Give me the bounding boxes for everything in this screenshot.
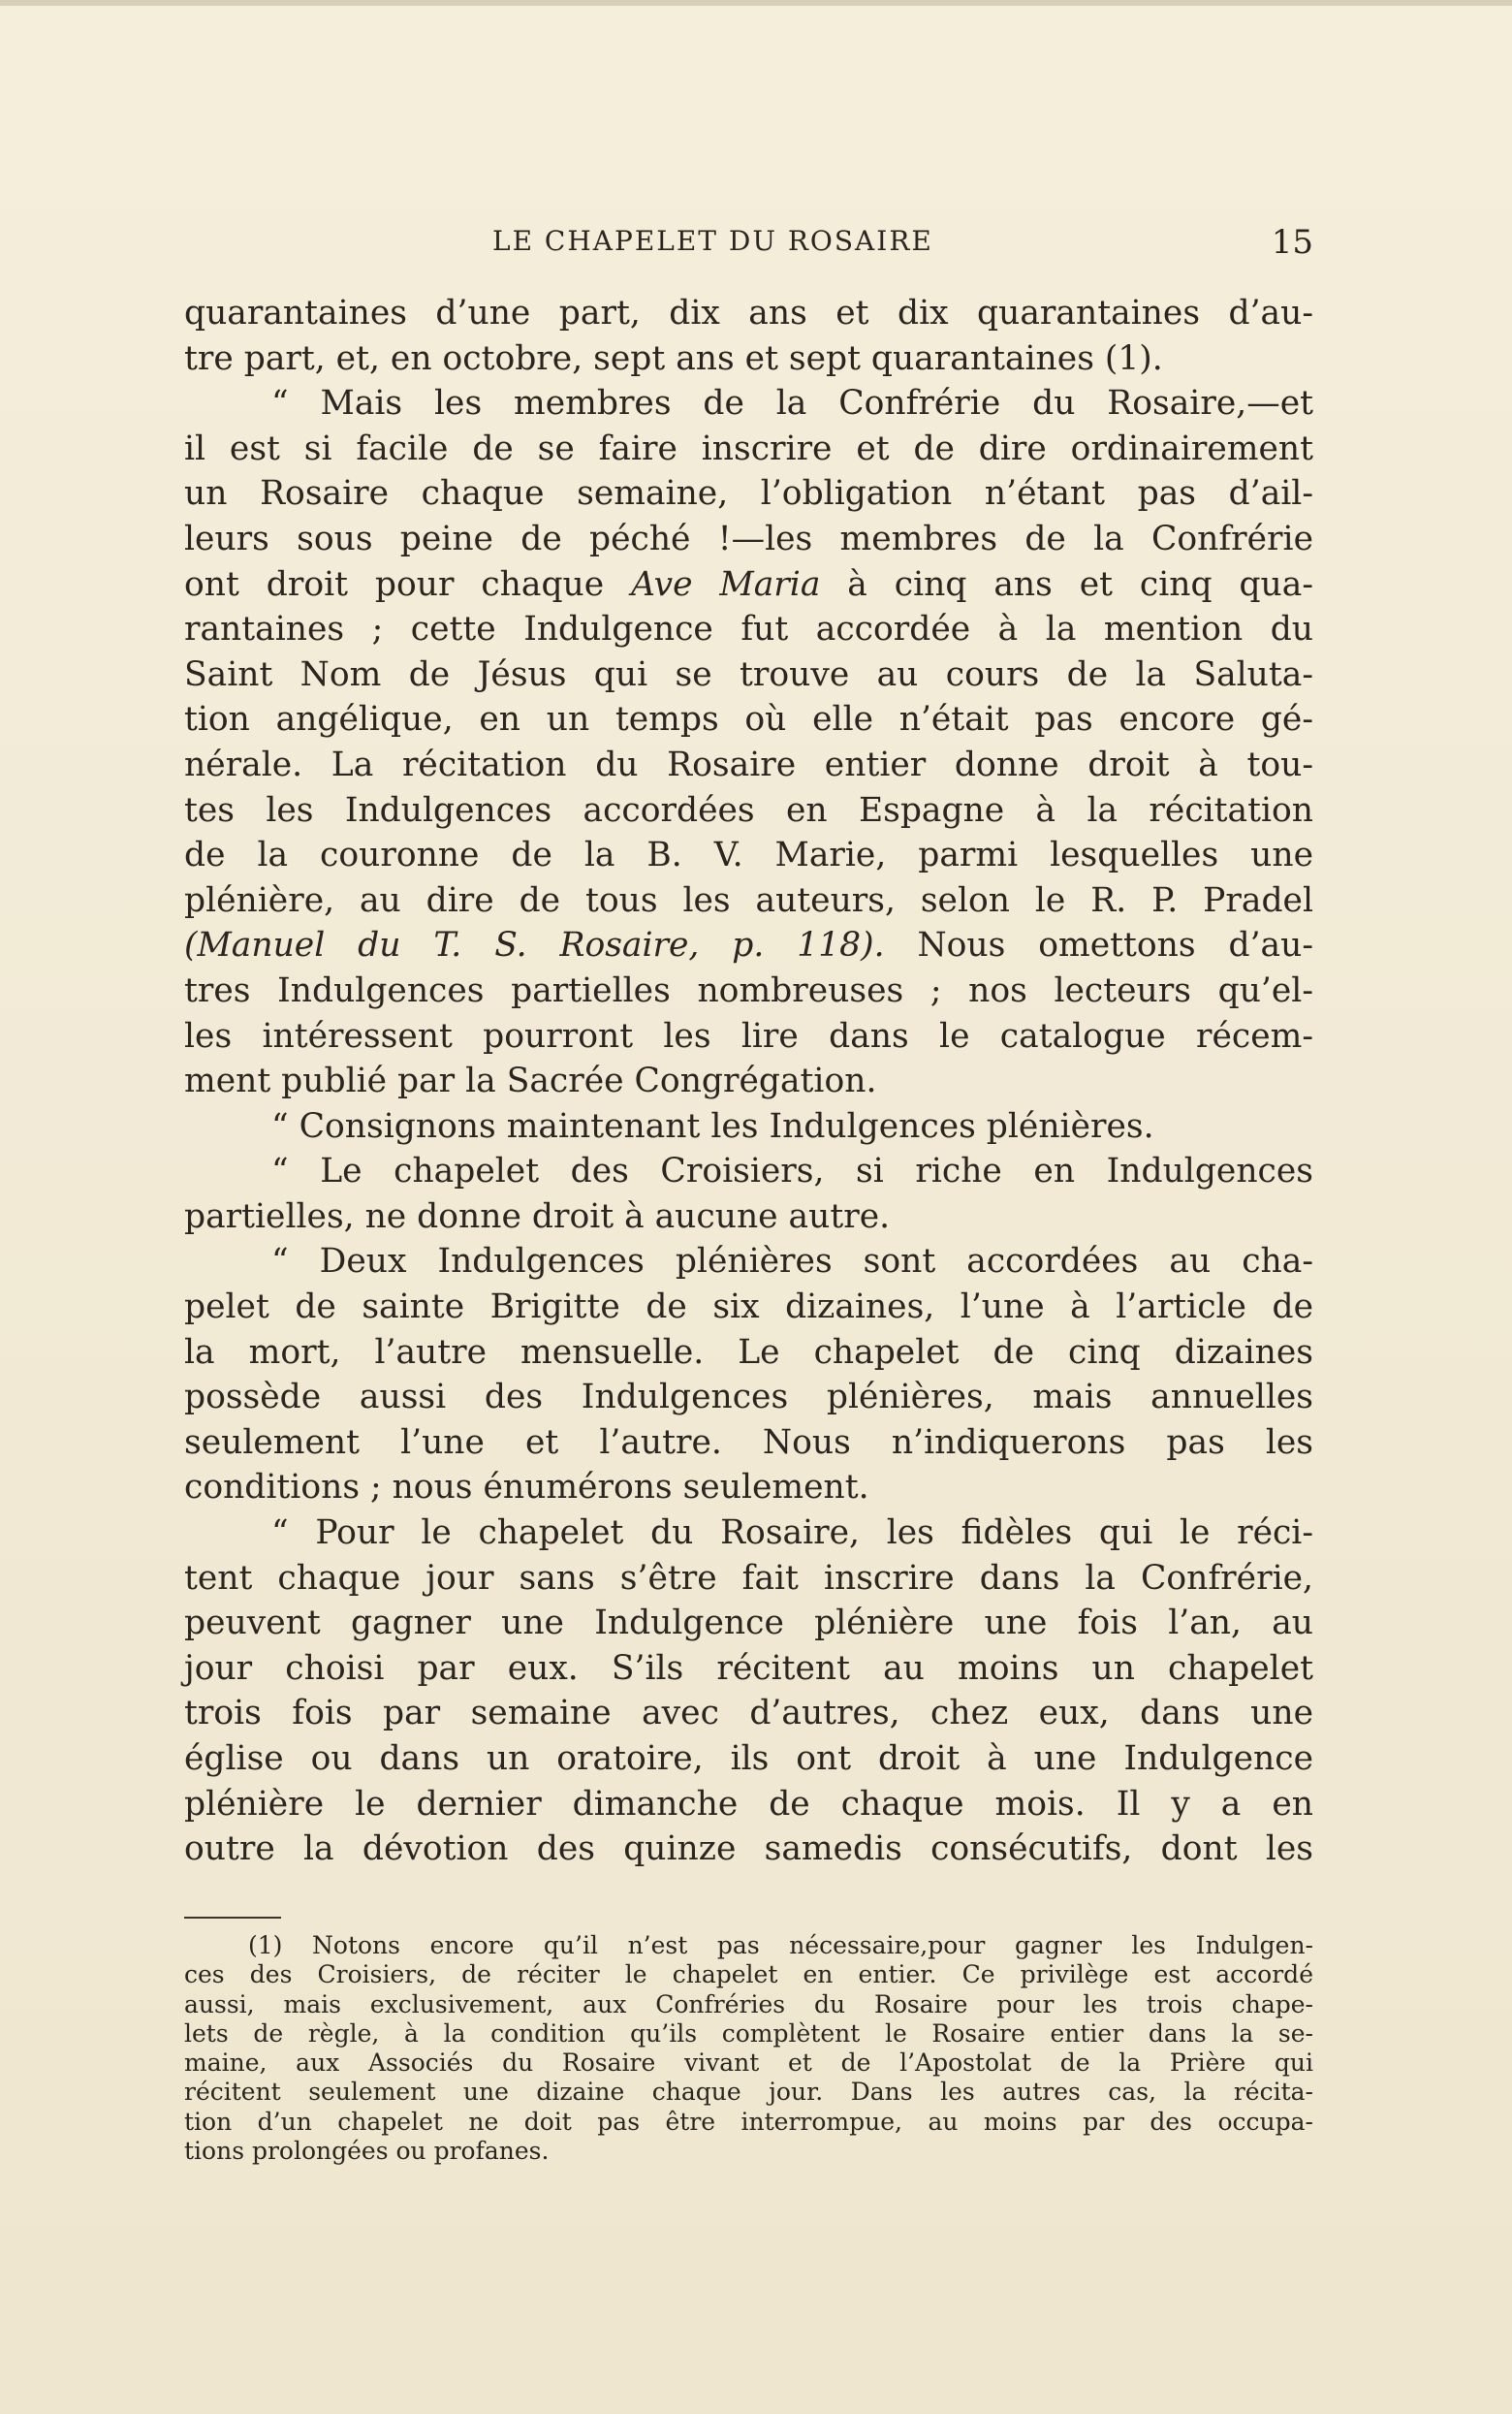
footnote-line: tions prolongées ou profanes. bbox=[184, 2137, 550, 2166]
italic-citation: (Manuel du T. S. Rosaire, p. 118). bbox=[184, 926, 885, 966]
text-line: possède aussi des Indulgences plénières, mais annuelles bbox=[184, 1378, 1313, 1417]
text-line: église ou dans un oratoire, ils ont droit à une Indulgence bbox=[184, 1739, 1313, 1778]
text-line: tre part, et, en octobre, sept ans et sept quarantaines (1). bbox=[184, 338, 1163, 378]
text-line: “ Le chapelet des Croisiers, si riche en Indulgences bbox=[271, 1152, 1313, 1191]
text-line: la mort, l’autre mensuelle. Le chapelet de cinq dizaines bbox=[184, 1332, 1313, 1372]
footnote-line: ces des Croisiers, de réciter le chapelet en entier. Ce privilège est accordé bbox=[184, 1960, 1313, 1989]
text-line bbox=[184, 923, 1313, 969]
page-header bbox=[184, 225, 1313, 264]
text-line: tes les Indulgences accordées en Espagne à la récitation bbox=[184, 790, 1313, 830]
footnote-line: lets de règle, à la condition qu’ils complètent le Rosaire entier dans la se- bbox=[184, 2018, 1313, 2048]
text-line: ment publié par la Sacrée Congrégation. bbox=[184, 1062, 877, 1101]
italic-run: Ave Maria bbox=[631, 564, 821, 604]
text-line: jour choisi par eux. S’ils récitent au moins un chapelet bbox=[184, 1648, 1313, 1688]
text-line: Saint Nom de Jésus qui se trouve au cours de la Saluta- bbox=[184, 654, 1313, 694]
text-line: plénière, au dire de tous les auteurs, selon le R. P. Pradel bbox=[184, 880, 1313, 920]
text-run: ont droit pour chaque bbox=[184, 564, 632, 604]
text-line: tion angélique, en un temps où elle n’était pas encore gé- bbox=[184, 700, 1313, 740]
text-line: “ Deux Indulgences plénières sont accordées au cha- bbox=[271, 1242, 1313, 1282]
running-title: LE CHAPELET DU ROSAIRE bbox=[492, 225, 933, 257]
text-line: rantaines ; cette Indulgence fut accordée à la mention du bbox=[184, 610, 1313, 650]
text-line: conditions ; nous énumérons seulement. bbox=[184, 1468, 869, 1508]
footnote-line: récitent seulement une dizaine chaque jour. Dans les autres cas, la récita- bbox=[184, 2078, 1313, 2107]
text-line: nérale. La récitation du Rosaire entier donne droit à tou- bbox=[184, 745, 1313, 784]
text-line: “ Pour le chapelet du Rosaire, les fidèles qui le réci- bbox=[271, 1513, 1313, 1553]
text-line: outre la dévotion des quinze samedis consécutifs, dont les bbox=[184, 1829, 1313, 1869]
text-line: de la couronne de la B. V. Marie, parmi lesquelles une bbox=[184, 836, 1313, 875]
text-line: les intéressent pourront les lire dans le catalogue récem- bbox=[184, 1016, 1313, 1056]
page-edge bbox=[0, 0, 1512, 6]
text-line: “ Mais les membres de la Confrérie du Rosaire,—et bbox=[271, 384, 1313, 424]
text-line: tres Indulgences partielles nombreuses ; nos lecteurs qu’el- bbox=[184, 970, 1313, 1010]
text-line: il est si facile de se faire inscrire et de dire ordinairement bbox=[184, 429, 1313, 468]
footnote-line: (1) Notons encore qu’il n’est pas nécessaire,pour gagner les Indulgen- bbox=[248, 1931, 1313, 1959]
text-run: à cinq ans et cinq qua- bbox=[820, 564, 1313, 604]
footnote-line: maine, aux Associés du Rosaire vivant et de l’Apostolat de la Prière qui bbox=[184, 2049, 1313, 2078]
page-number: 15 bbox=[1271, 223, 1313, 262]
text-line: peuvent gagner une Indulgence plénière une fois l’an, au bbox=[184, 1604, 1313, 1643]
footnote-line: tion d’un chapelet ne doit pas être interrompue, au moins par des occupa- bbox=[184, 2107, 1313, 2136]
text-line: un Rosaire chaque semaine, l’obligation n’étant pas d’ail- bbox=[184, 474, 1313, 514]
text-line: partielles, ne donne droit à aucune autre. bbox=[184, 1196, 891, 1236]
text-line: seulement l’une et l’autre. Nous n’indiquerons pas les bbox=[184, 1422, 1313, 1462]
text-line: trois fois par semaine avec d’autres, chez eux, dans une bbox=[184, 1694, 1313, 1733]
footnote-rule bbox=[184, 1917, 281, 1919]
text-line: plénière le dernier dimanche de chaque mois. Il y a en bbox=[184, 1784, 1313, 1824]
body-text bbox=[184, 291, 1313, 1872]
text-run: Nous omettons d’au- bbox=[884, 926, 1313, 966]
text-line bbox=[184, 562, 1313, 608]
text-line: quarantaines d’une part, dix ans et dix quarantaines d’au- bbox=[184, 294, 1313, 333]
text-line: pelet de sainte Brigitte de six dizaines, l’une à l’article de bbox=[184, 1287, 1313, 1327]
footnote-line: aussi, mais exclusivement, aux Confréries du Rosaire pour les trois chape- bbox=[184, 1989, 1313, 2018]
footnote bbox=[184, 1931, 1313, 2166]
text-line: “ Consignons maintenant les Indulgences plénières. bbox=[271, 1106, 1154, 1146]
text-line: tent chaque jour sans s’être fait inscrire dans la Confrérie, bbox=[184, 1558, 1313, 1598]
text-line: leurs sous peine de péché !—les membres de la Confrérie bbox=[184, 519, 1313, 558]
